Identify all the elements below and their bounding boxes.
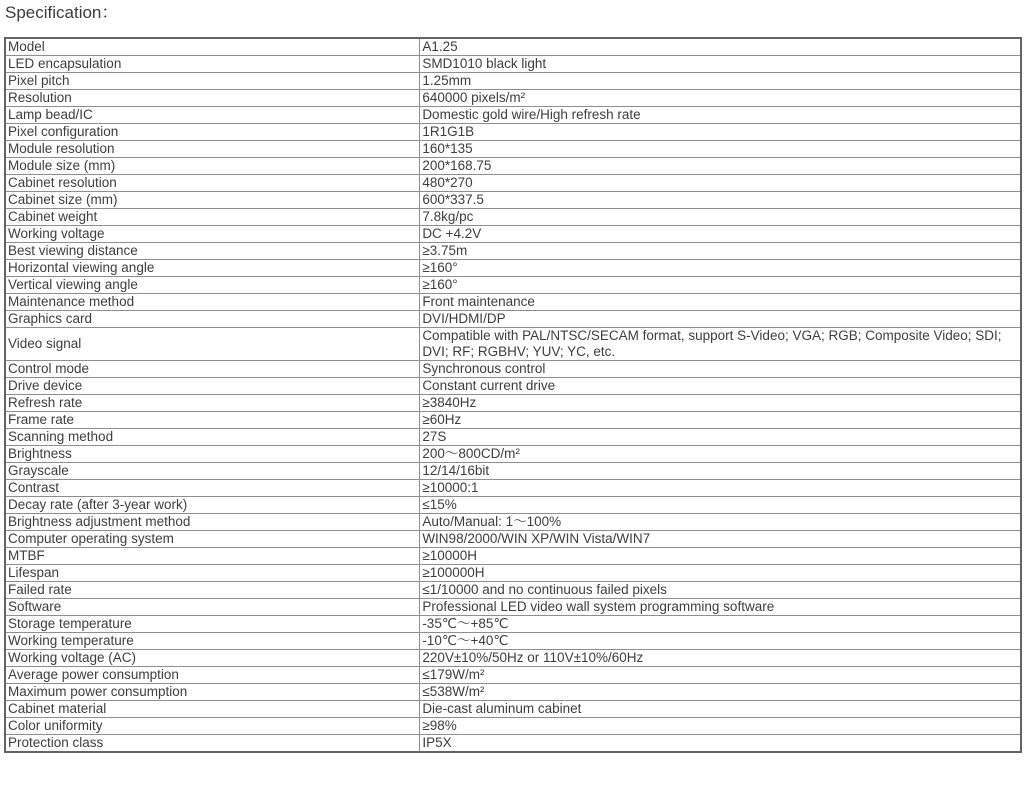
- spec-label-cell: Working voltage: [5, 226, 420, 243]
- spec-label-cell: Model: [5, 38, 420, 56]
- table-row: [5, 311, 1021, 328]
- spec-label-cell: MTBF: [5, 548, 420, 565]
- spec-value-cell: A1.25: [420, 38, 1021, 56]
- spec-value-cell: Professional LED video wall system programming software: [420, 599, 1021, 616]
- table-row: [5, 667, 1021, 684]
- spec-value-cell: Compatible with PAL/NTSC/SECAM format, support S-Video; VGA; RGB; Composite Video; SDI; DVI; RF; RGBHV; YUV; YC, etc.: [420, 328, 1021, 361]
- spec-value-cell: Synchronous control: [420, 361, 1021, 378]
- spec-value-cell: ≤1/10000 and no continuous failed pixels: [420, 582, 1021, 599]
- spec-label-cell: Cabinet size (mm): [5, 192, 420, 209]
- table-row: [5, 531, 1021, 548]
- spec-label-cell: LED encapsulation: [5, 56, 420, 73]
- spec-value-cell: ≥160°: [420, 277, 1021, 294]
- spec-value-cell: ≥10000:1: [420, 480, 1021, 497]
- spec-value-cell: ≥160°: [420, 260, 1021, 277]
- spec-label-cell: Refresh rate: [5, 395, 420, 412]
- spec-label-cell: Brightness adjustment method: [5, 514, 420, 531]
- spec-label-cell: Software: [5, 599, 420, 616]
- table-row: [5, 633, 1021, 650]
- spec-label-cell: Frame rate: [5, 412, 420, 429]
- table-row: [5, 599, 1021, 616]
- spec-value-cell: 160*135: [420, 141, 1021, 158]
- table-row: [5, 582, 1021, 599]
- spec-value-cell: ≤179W/m²: [420, 667, 1021, 684]
- spec-value-cell: ≥3.75m: [420, 243, 1021, 260]
- specification-table-body: [5, 38, 1021, 752]
- table-row: [5, 395, 1021, 412]
- spec-value-cell: Auto/Manual: 1～100%: [420, 514, 1021, 531]
- table-row: [5, 38, 1021, 56]
- table-row: [5, 735, 1021, 753]
- table-row: [5, 548, 1021, 565]
- spec-label-cell: Color uniformity: [5, 718, 420, 735]
- spec-label-cell: Best viewing distance: [5, 243, 420, 260]
- spec-label-cell: Computer operating system: [5, 531, 420, 548]
- table-row: [5, 565, 1021, 582]
- table-row: [5, 73, 1021, 90]
- spec-label-cell: Cabinet resolution: [5, 175, 420, 192]
- spec-value-cell: 7.8kg/pc: [420, 209, 1021, 226]
- spec-value-cell: -35℃～+85℃: [420, 616, 1021, 633]
- spec-value-cell: ≥60Hz: [420, 412, 1021, 429]
- spec-value-cell: 1R1G1B: [420, 124, 1021, 141]
- table-row: [5, 497, 1021, 514]
- spec-label-cell: Maintenance method: [5, 294, 420, 311]
- spec-value-cell: ≤15%: [420, 497, 1021, 514]
- table-row: [5, 277, 1021, 294]
- spec-value-cell: ≥98%: [420, 718, 1021, 735]
- spec-label-cell: Module size (mm): [5, 158, 420, 175]
- table-row: [5, 514, 1021, 531]
- table-row: [5, 90, 1021, 107]
- spec-label-cell: Module resolution: [5, 141, 420, 158]
- table-row: [5, 260, 1021, 277]
- spec-label-cell: Brightness: [5, 446, 420, 463]
- spec-label-cell: Drive device: [5, 378, 420, 395]
- spec-value-cell: SMD1010 black light: [420, 56, 1021, 73]
- table-row: [5, 192, 1021, 209]
- spec-label-cell: Vertical viewing angle: [5, 277, 420, 294]
- spec-label-cell: Cabinet weight: [5, 209, 420, 226]
- spec-value-cell: 220V±10%/50Hz or 110V±10%/60Hz: [420, 650, 1021, 667]
- spec-label-cell: Contrast: [5, 480, 420, 497]
- spec-label-cell: Scanning method: [5, 429, 420, 446]
- spec-value-cell: WIN98/2000/WIN XP/WIN Vista/WIN7: [420, 531, 1021, 548]
- table-row: [5, 378, 1021, 395]
- table-row: [5, 684, 1021, 701]
- spec-value-cell: 1.25mm: [420, 73, 1021, 90]
- table-row: [5, 412, 1021, 429]
- spec-label-cell: Control mode: [5, 361, 420, 378]
- table-row: [5, 650, 1021, 667]
- table-row: [5, 209, 1021, 226]
- spec-value-cell: Die-cast aluminum cabinet: [420, 701, 1021, 718]
- table-row: [5, 446, 1021, 463]
- spec-value-cell: DVI/HDMI/DP: [420, 311, 1021, 328]
- table-row: [5, 718, 1021, 735]
- specification-table: [4, 37, 1022, 753]
- spec-value-cell: 200～800CD/m²: [420, 446, 1021, 463]
- spec-label-cell: Lamp bead/IC: [5, 107, 420, 124]
- spec-value-cell: 640000 pixels/m²: [420, 90, 1021, 107]
- spec-value-cell: ≤538W/m²: [420, 684, 1021, 701]
- spec-label-cell: Lifespan: [5, 565, 420, 582]
- spec-label-cell: Failed rate: [5, 582, 420, 599]
- spec-value-cell: ≥10000H: [420, 548, 1021, 565]
- table-row: [5, 429, 1021, 446]
- table-row: [5, 226, 1021, 243]
- table-row: [5, 175, 1021, 192]
- table-row: [5, 158, 1021, 175]
- spec-label-cell: Resolution: [5, 90, 420, 107]
- spec-label-cell: Cabinet material: [5, 701, 420, 718]
- table-row: [5, 56, 1021, 73]
- page-title: Specification：: [5, 3, 119, 22]
- spec-label-cell: Grayscale: [5, 463, 420, 480]
- table-row: [5, 243, 1021, 260]
- table-row: [5, 463, 1021, 480]
- spec-label-cell: Pixel configuration: [5, 124, 420, 141]
- table-row: [5, 701, 1021, 718]
- spec-label-cell: Pixel pitch: [5, 73, 420, 90]
- spec-value-cell: Constant current drive: [420, 378, 1021, 395]
- spec-value-cell: 200*168.75: [420, 158, 1021, 175]
- spec-value-cell: ≥100000H: [420, 565, 1021, 582]
- spec-label-cell: Decay rate (after 3-year work): [5, 497, 420, 514]
- spec-value-cell: 12/14/16bit: [420, 463, 1021, 480]
- spec-value-cell: DC +4.2V: [420, 226, 1021, 243]
- table-row: [5, 480, 1021, 497]
- table-row: [5, 328, 1021, 361]
- spec-label-cell: Video signal: [5, 328, 420, 361]
- table-row: [5, 107, 1021, 124]
- spec-value-cell: Domestic gold wire/High refresh rate: [420, 107, 1021, 124]
- spec-value-cell: -10℃～+40℃: [420, 633, 1021, 650]
- spec-label-cell: Storage temperature: [5, 616, 420, 633]
- spec-label-cell: Graphics card: [5, 311, 420, 328]
- spec-value-cell: Front maintenance: [420, 294, 1021, 311]
- spec-value-cell: ≥3840Hz: [420, 395, 1021, 412]
- table-row: [5, 294, 1021, 311]
- spec-label-cell: Working temperature: [5, 633, 420, 650]
- spec-label-cell: Maximum power consumption: [5, 684, 420, 701]
- table-row: [5, 361, 1021, 378]
- table-row: [5, 124, 1021, 141]
- spec-value-cell: 480*270: [420, 175, 1021, 192]
- spec-label-cell: Working voltage (AC): [5, 650, 420, 667]
- table-row: [5, 616, 1021, 633]
- spec-label-cell: Average power consumption: [5, 667, 420, 684]
- spec-label-cell: Horizontal viewing angle: [5, 260, 420, 277]
- table-row: [5, 141, 1021, 158]
- spec-value-cell: 600*337.5: [420, 192, 1021, 209]
- spec-value-cell: IP5X: [420, 735, 1021, 753]
- spec-value-cell: 27S: [420, 429, 1021, 446]
- spec-label-cell: Protection class: [5, 735, 420, 753]
